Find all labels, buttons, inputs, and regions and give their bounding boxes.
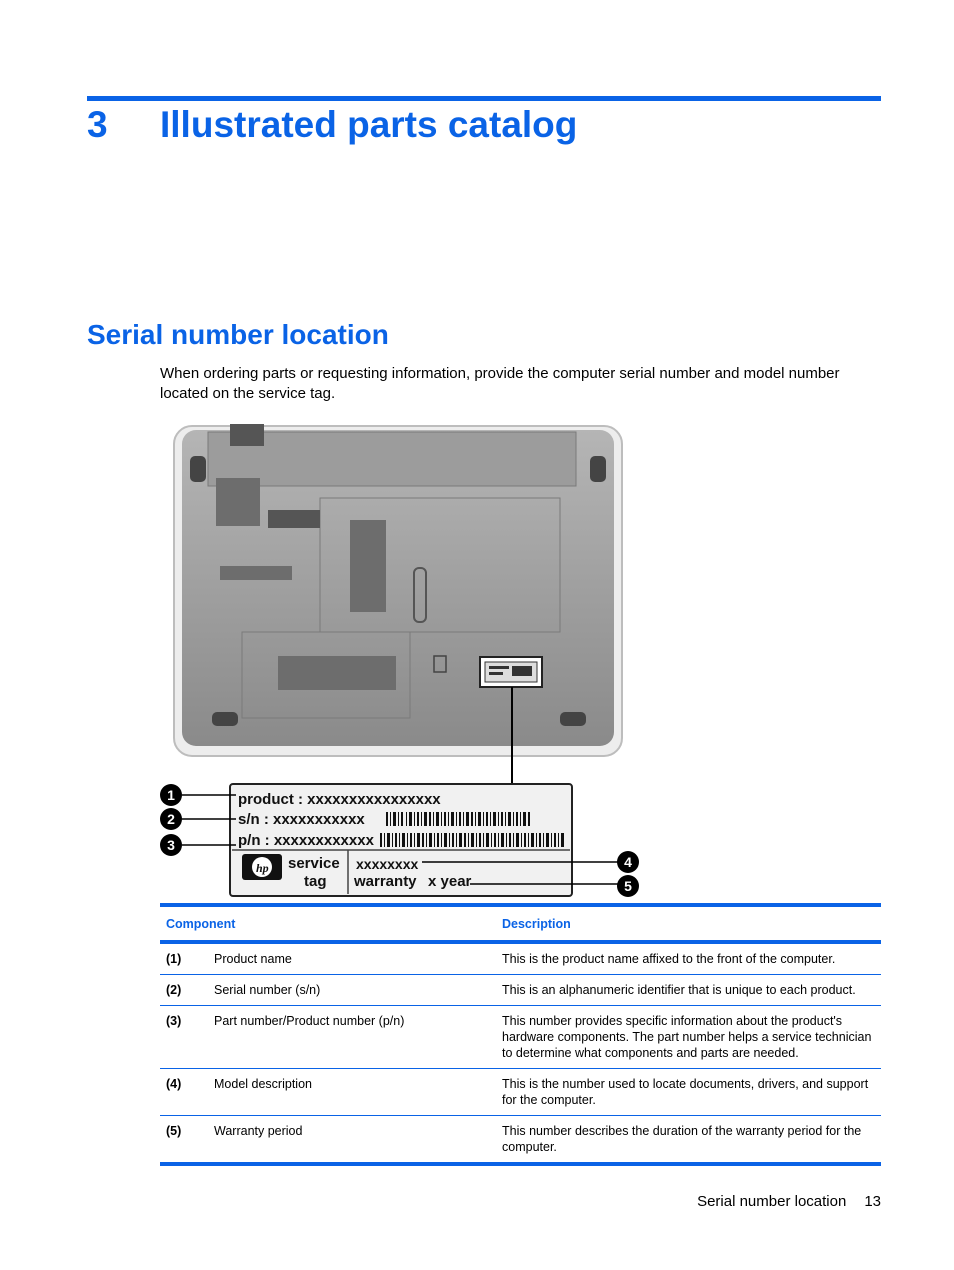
table-row	[160, 942, 881, 975]
tag-service-label: service	[288, 855, 340, 872]
intro-paragraph: When ordering parts or requesting information, provide the computer serial number and model number located on the service tag.	[160, 365, 840, 402]
table-row	[160, 1069, 881, 1116]
hp-logo	[242, 854, 282, 880]
tag-part-text: p/n : xxxxxxxxxxxx	[238, 832, 374, 849]
row-number: (1)	[166, 952, 182, 966]
hp-logo-text: hp	[256, 861, 269, 875]
callout-1	[160, 784, 182, 806]
footer-section: Serial number location	[697, 1193, 847, 1210]
row-component: Serial number (s/n)	[214, 983, 321, 997]
chapter-title-text: Illustrated parts catalog	[160, 104, 578, 145]
callout-4	[617, 851, 639, 873]
row-description: This is the product name affixed to the front of the computer.	[502, 952, 836, 966]
tag-tag-label: tag	[304, 873, 327, 890]
chapter-number: 3	[87, 104, 108, 145]
row-description: This number describes the duration of the warranty period for the computer.	[502, 1124, 862, 1154]
svg-text:1: 1	[167, 787, 175, 803]
svg-text:2: 2	[167, 811, 175, 827]
table-row	[160, 1006, 881, 1069]
row-description: This number provides specific information about the product's hardware components. The part number helps a service technician to determine what components and parts are needed.	[502, 1014, 872, 1060]
page-number: 13	[864, 1193, 881, 1210]
page-footer	[697, 1193, 881, 1210]
row-number: (4)	[166, 1077, 182, 1091]
table-row	[160, 975, 881, 1006]
laptop-bottom-illustration	[158, 418, 648, 900]
row-description: This is an alphanumeric identifier that is unique to each product.	[502, 983, 856, 997]
row-component: Part number/Product number (p/n)	[214, 1014, 405, 1028]
row-number: (2)	[166, 983, 182, 997]
table-header-row	[160, 905, 881, 942]
row-component: Product name	[214, 952, 292, 966]
service-tag-figure	[158, 418, 648, 900]
header-component: Component	[166, 917, 236, 931]
chapter-rule	[87, 96, 881, 101]
svg-text:4: 4	[624, 854, 632, 870]
tag-serial-text: s/n : xxxxxxxxxxx	[238, 811, 365, 828]
part-barcode	[380, 833, 564, 847]
row-description: This is the number used to locate documents, drivers, and support for the computer.	[502, 1077, 869, 1107]
callout-5	[617, 875, 639, 897]
callout-2	[160, 808, 182, 830]
parts-table	[160, 903, 881, 1166]
tag-warranty-text: warranty	[354, 873, 417, 890]
svg-text:5: 5	[624, 878, 632, 894]
row-number: (3)	[166, 1014, 182, 1028]
row-component: Model description	[214, 1077, 312, 1091]
tag-warranty-value: x year	[428, 873, 472, 890]
callout-3	[160, 834, 182, 856]
header-description: Description	[502, 917, 571, 931]
row-component: Warranty period	[214, 1124, 303, 1138]
row-number: (5)	[166, 1124, 182, 1138]
table-row	[160, 1116, 881, 1165]
section-title: Serial number location	[87, 319, 389, 350]
chapter-title	[87, 104, 577, 146]
tag-model-text: xxxxxxxx	[356, 856, 419, 872]
tag-product-text: product : xxxxxxxxxxxxxxxx	[238, 791, 441, 808]
svg-text:3: 3	[167, 837, 175, 853]
